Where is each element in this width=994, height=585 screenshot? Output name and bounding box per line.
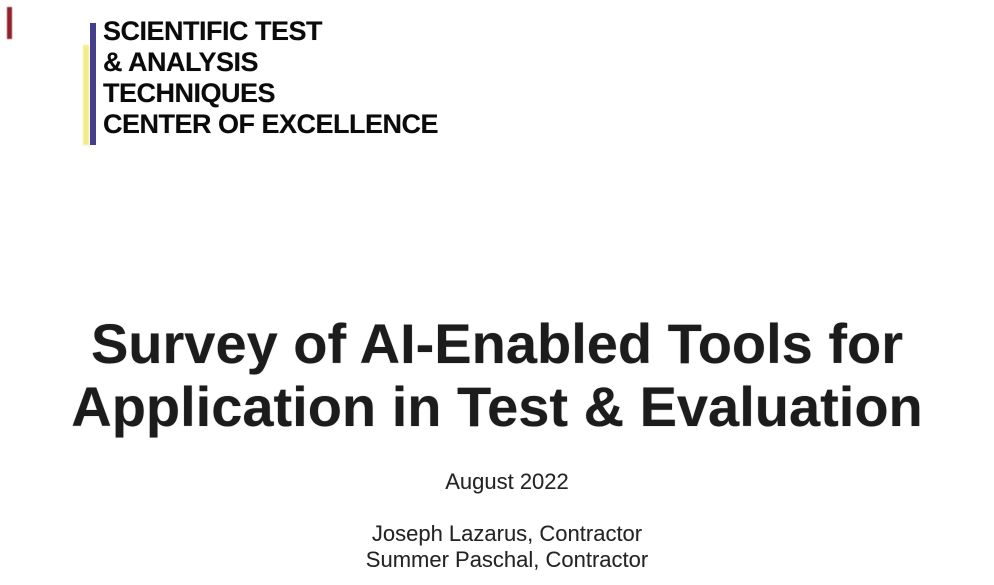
slide-title [0,312,994,438]
logo-accent-bar-purple-icon [90,23,96,145]
logo-line-4: CENTER OF EXCELLENCE [103,109,439,139]
author-list [0,521,994,573]
author-line-1: Joseph Lazarus, Contractor [371,521,643,546]
author-line-2: Summer Paschal, Contractor [365,547,649,572]
logo-line-1: SCIENTIFIC TEST [103,16,323,46]
logo-accent-bar-yellow-icon [83,45,89,145]
slide-title-line-2: Application in Test & Evaluation [71,375,923,438]
logo-wordmark [103,16,438,140]
corner-artifact-mark [7,7,12,39]
slide-title-line-1: Survey of AI-Enabled Tools for [90,312,904,375]
slide-date: August 2022 [445,469,569,494]
logo-line-2: & ANALYSIS [103,47,259,77]
logo-line-3: TECHNIQUES [103,78,276,108]
